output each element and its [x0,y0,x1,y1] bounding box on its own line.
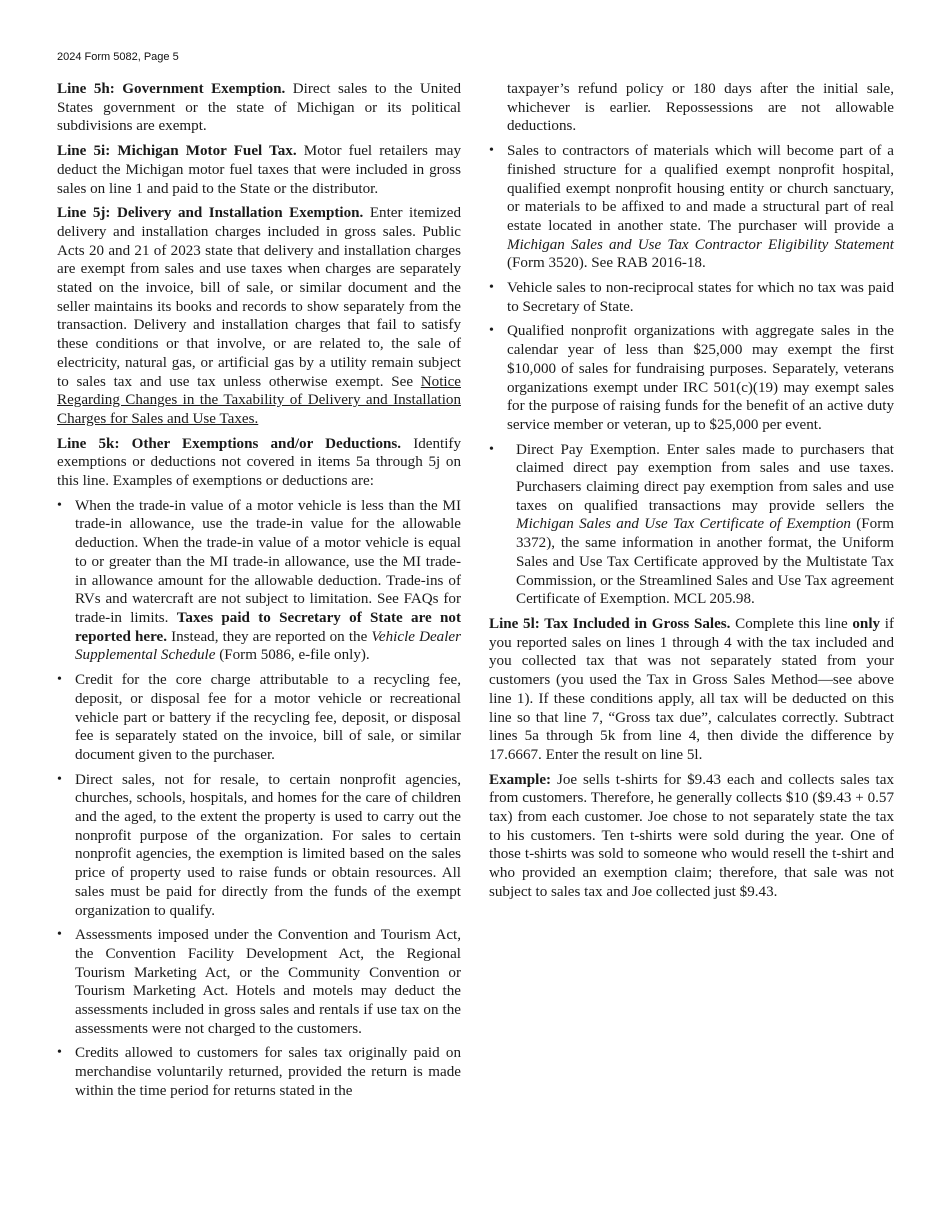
direct-pay-text-2: (Form 3372), the same information in another format, the Uniform Sales and Use Tax Certificate approved by the Multistate Tax Commission, or the Streamlined Sales and Use Tax agreement Certificate of Exemption. MCL 205.98. [516,516,894,608]
line-5j-paragraph [57,204,461,428]
list-item-nonprofit-sales: • Direct sales, not for resale, to certain nonprofit agencies, churches, schools, hospitals, and homes for the care of children and the aged, to the extent the property is used to carry out the nonprofit purpose of the organization. For sales to certain nonprofit agencies, the exemption is limited based on the sales price of property used to raise funds or obtain resources. All sales must be paid for directly from the funds of the exempt organization to qualify. [57,771,461,921]
line-5l-text-2: if you reported sales on lines 1 through 4 with the tax included and you collected tax that was not separately stated from your customers (you used the Tax in Gross Sales Method—see above line 1). If these conditions apply, all tax will be deducted on this line so that line 7, “Gross tax due”, calculates correctly. Subtract lines 5a through 5k from line 4, then divide the difference by 17.6667. Enter the result on line 5l. [489,615,894,763]
line-5l-heading: Line 5l: Tax Included in Gross Sales. [489,615,731,632]
contractors-text: Sales to contractors of materials which will become part of a finished structure for a qualified exempt nonprofit hospital, qualified exempt nonprofit housing entity or church sanctuary, or materials to be affixed to and made a structural part of real estate located in another state. The purchaser will provide a [507,143,894,234]
trade-in-text-2: Instead, they are reported on the [167,628,372,645]
line-5h-heading: Line 5h: Government Exemption. [57,81,286,97]
list-item-assessments: • Assessments imposed under the Convention and Tourism Act, the Convention Facility Development Act, the Regional Tourism Marketing Act, or the Community Convention or Tourism Marketing Act. Hotels and motels may deduct the assessments included in gross sales and rentals if use tax on the assessments were not charged to the customers. [57,926,461,1038]
page-header: 2024 Form 5082, Page 5 [57,51,179,63]
list-item-direct-pay [489,441,894,609]
direct-pay-text: Direct Pay Exemption. Enter sales made to purchasers that claimed direct pay exemption from sales and use taxes. Purchasers claiming direct pay exemption from sales and use taxes on qualified transactions may provide sellers the [516,441,894,514]
vehicle-dealer-schedule-title: Vehicle Dealer Supplemental Schedule [75,628,461,664]
exemption-examples-list-continued [489,142,894,609]
trade-in-text-3: (Form 5086, e-file only). [215,647,370,664]
list-item-vehicle-sales: • Vehicle sales to non-reciprocal states for which no tax was paid to Secretary of State. [489,279,894,316]
delivery-installation-notice-link[interactable]: Notice Regarding Changes in the Taxability of Delivery and Installation Charges for Sales and Use Taxes. [57,373,461,427]
left-column [57,80,461,1107]
line-5l-only-emphasis: only [852,615,881,632]
list-item-returned-credits: • Credits allowed to customers for sales tax originally paid on merchandise voluntarily returned, provided the return is made within the time period for returns stated in the [57,1044,461,1100]
list-item-core-charge: • Credit for the core charge attributable to a recycling fee, deposit, or disposal fee for a motor vehicle or recreational vehicle part or battery if the recycling fee, deposit, or disposal fee is separately stated on the invoice, bill of sale, or similar document given to the purchaser. [57,671,461,765]
line-5l-text: Complete this line [730,615,853,632]
exemption-examples-list [57,497,461,1101]
list-item-trade-in [57,497,461,665]
line-5h-paragraph [57,80,461,136]
trade-in-bold-note: Taxes paid to Secretary of State are not reported here. [75,609,461,645]
right-column [489,80,894,908]
example-heading: Example: [489,771,552,788]
returned-credits-continuation: taxpayer’s refund policy or 180 days after the initial sale, whichever is earlier. Repossessions are not allowable deductions. [507,81,894,135]
list-item-contractors [489,142,894,273]
line-5i-text: Motor fuel retailers may deduct the Michigan motor fuel taxes that were included in gross sales on line 1 and paid to the State or the distributor. [57,143,462,197]
certificate-of-exemption-title: Michigan Sales and Use Tax Certificate of Exemption [516,516,851,533]
contractor-eligibility-statement-title: Michigan Sales and Use Tax Contractor Eligibility Statement [507,236,894,253]
line-5i-heading: Line 5i: Michigan Motor Fuel Tax. [57,143,297,160]
trade-in-text: When the trade-in value of a motor vehicle is less than the MI trade-in allowance, use the trade-in value for the allowable deduction. When the trade-in value of a motor vehicle is equal to or greater than the MI trade-in allowance, use the MI trade-in allowance amount for the allowable deduction. Trade-ins of RVs and watercraft are not subject to limitation. See FAQs for trade-in limits. [75,497,461,626]
example-text: Joe sells t-shirts for $9.43 each and collects sales tax from customers. Therefore, he generally collects $10 ($9.43 + 0.57 tax) from each customer. Joe chose to not separately state the tax to his customers. Ten t-shirts were sold during the year. One of those t-shirts was sold to someone who would resell the t-shirt and who provided an exemption claim; therefore, that sale was not subject to sales tax and Joe collected just $9.43. [489,771,894,900]
line-5j-heading: Line 5j: Delivery and Installation Exemption. [57,205,364,222]
line-5h-text: Direct sales to the United States government or the state of Michigan or its political subdivisions are exempt. [57,81,461,135]
list-item-qualified-nonprofit: • Qualified nonprofit organizations with aggregate sales in the calendar year of less than $25,000 may exempt the first $10,000 of sales for fundraising purposes. Separately, veterans organizations exempt under IRC 501(c)(19) may exempt sales for the purpose of raising funds for the benefit of an active duty service member or veteran, up to $25,000 per event. [489,322,894,434]
example-paragraph [489,771,894,902]
line-5i-paragraph [57,142,461,198]
line-5k-heading: Line 5k: Other Exemptions and/or Deductions. [57,435,402,452]
line-5k-text: Identify exemptions or deductions not covered in items 5a through 5j on this line. Examples of exemptions or deductions are: [57,435,461,490]
contractors-text-2: (Form 3520). See RAB 2016-18. [507,255,706,272]
line-5j-text: Enter itemized delivery and installation charges included in gross sales. Public Acts 20 and 21 of 2023 state that delivery and installation charges are exempt from sales and use taxes when charges are separately stated on the invoice, bill of sale, or similar document and the seller maintains its books and records to show separately from the transaction. Delivery and installation charges that fail to satisfy these conditions or that involve, or are related to, the sale of electricity, natural gas, or artificial gas by a utility remain subject to sales tax and use tax unless otherwise exempt. See [57,205,461,390]
line-5k-paragraph [57,435,461,491]
line-5l-paragraph [489,615,894,765]
